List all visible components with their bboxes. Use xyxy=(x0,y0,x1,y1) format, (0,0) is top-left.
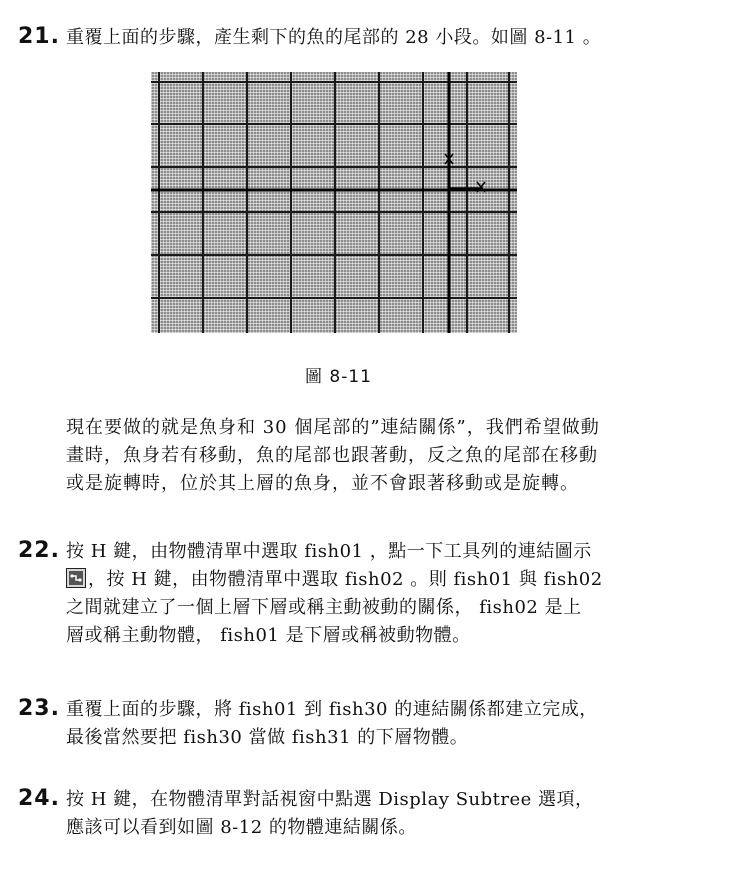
step-number: 23. xyxy=(18,696,60,721)
step-text xyxy=(66,24,706,52)
text-line: 重覆上面的步驟，產生剩下的魚的尾部的 28 小段。如圖 8-11 。 xyxy=(66,27,602,48)
figure-caption: 圖 8-11 xyxy=(305,367,372,387)
text-line: 之間就建立了一個上層下層或稱主動被動的關係， fish02 是上 xyxy=(66,597,582,618)
figure-8-11-viewport-grid xyxy=(151,72,517,333)
text-line: 畫時，魚身若有移動，魚的尾部也跟著動，反之魚的尾部在移動 xyxy=(66,445,598,466)
link-tool-icon xyxy=(66,568,86,588)
text-line: 應該可以看到如圖 8-12 的物體連結關係。 xyxy=(66,817,417,838)
viewport-grid-drawing xyxy=(151,72,517,333)
major-grid-lines xyxy=(151,72,517,333)
step-number: 24. xyxy=(18,786,60,811)
text-line: 最後當然要把 fish30 當做 fish31 的下層物體。 xyxy=(66,727,469,748)
step-text xyxy=(66,786,706,842)
text-segment: ，按 H 鍵，由物體清單中選取 fish02 。則 fish01 與 fish02 xyxy=(88,569,603,590)
text-line: 按 H 鍵，在物體清單對話視窗中點選 Display Subtree 選項， xyxy=(66,789,594,810)
text-line: 或是旋轉時，位於其上層的魚身，並不會跟著移動或是旋轉。 xyxy=(66,473,579,494)
axis-gizmo-icon xyxy=(445,154,485,192)
step-number: 21. xyxy=(18,24,60,49)
text-line: 現在要做的就是魚身和 30 個尾部的”連結關係”，我們希望做動 xyxy=(66,417,600,438)
text-line: 按 H 鍵，由物體清單中選取 fish01 ，點一下工具列的連結圖示 xyxy=(66,541,592,562)
explanation-paragraph xyxy=(66,414,706,498)
text-line: 重覆上面的步驟，將 fish01 到 fish30 的連結關係都建立完成， xyxy=(66,699,598,720)
text-line-with-icon xyxy=(66,566,706,594)
step-text xyxy=(66,538,706,650)
step-text xyxy=(66,696,706,752)
text-line: 層或稱主動物體， fish01 是下層或稱被動物體。 xyxy=(66,625,471,646)
step-number: 22. xyxy=(18,538,60,563)
